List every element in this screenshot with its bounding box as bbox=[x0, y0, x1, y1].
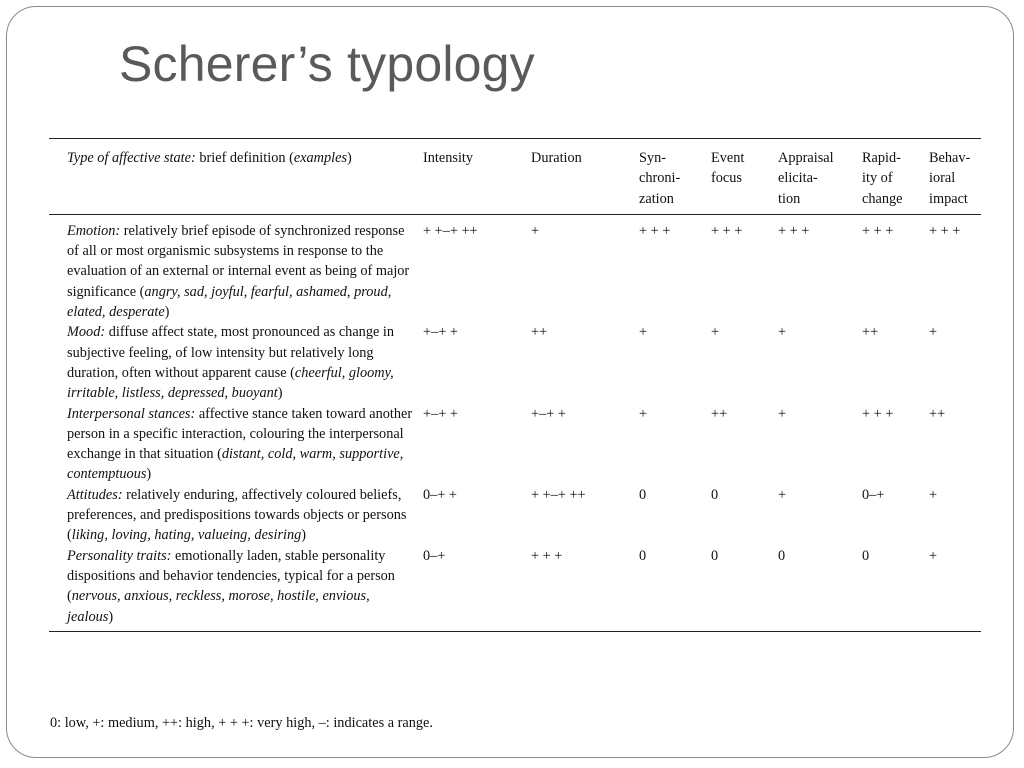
duration-cell: + + + bbox=[531, 547, 563, 564]
typology-table bbox=[49, 138, 981, 632]
header-event-focus: Event focus bbox=[711, 150, 745, 187]
table-footnote: 0: low, +: medium, ++: high, + + +: very high, –: indicates a range. bbox=[50, 715, 433, 731]
appraisal-elicitation-cell: + bbox=[778, 486, 787, 503]
behavioral-impact-cell: ++ bbox=[929, 405, 946, 422]
duration-cell: + bbox=[531, 222, 540, 239]
behavioral-impact-cell: + bbox=[929, 324, 938, 341]
behavioral-impact-cell: + bbox=[929, 547, 938, 564]
duration-cell: ++ bbox=[531, 324, 548, 341]
slide-frame bbox=[6, 6, 1014, 758]
rapidity-of-change-cell: + + + bbox=[862, 222, 894, 239]
table-row-interpersonal-stances bbox=[49, 404, 981, 485]
table-row-emotion bbox=[49, 214, 981, 322]
event-focus-cell: ++ bbox=[711, 405, 728, 422]
definition-cell: Personality traits: emotionally laden, stable personality dispositions and behavior tendencies, typical for a person (nervous, anxious, reckless, morose, hostile, envious, jealous) bbox=[67, 547, 395, 625]
header-type-of-affective-state: Type of affective state: brief definition (examples) bbox=[67, 150, 352, 166]
table-row-attitudes bbox=[49, 485, 981, 546]
behavioral-impact-cell: + bbox=[929, 486, 938, 503]
definition-cell: Attitudes: relatively enduring, affectively coloured beliefs, preferences, and predispositions towards objects or persons (liking, loving, hating, valueing, desiring) bbox=[67, 486, 407, 544]
appraisal-elicitation-cell: + bbox=[778, 324, 787, 341]
intensity-cell: +–+ + bbox=[423, 324, 458, 341]
slide-title: Scherer’s typology bbox=[119, 36, 535, 92]
intensity-cell: +–+ + bbox=[423, 405, 458, 422]
intensity-cell: + +–+ ++ bbox=[423, 222, 478, 239]
event-focus-cell: 0 bbox=[711, 547, 719, 564]
synchronization-cell: 0 bbox=[639, 486, 647, 503]
intensity-cell: 0–+ bbox=[423, 547, 446, 564]
synchronization-cell: + bbox=[639, 405, 648, 422]
header-behavioral-impact: Behav- ioral impact bbox=[929, 150, 971, 207]
header-appraisal-elicitation: Appraisal elicita- tion bbox=[778, 150, 834, 207]
definition-cell: Interpersonal stances: affective stance taken toward another person in a specific interaction, colouring the interpersonal exchange in that situation (distant, cold, warm, supportive, contemptuous) bbox=[67, 405, 413, 483]
table-row-mood bbox=[49, 322, 981, 403]
synchronization-cell: + bbox=[639, 324, 648, 341]
synchronization-cell: 0 bbox=[639, 547, 647, 564]
duration-cell: +–+ + bbox=[531, 405, 566, 422]
behavioral-impact-cell: + + + bbox=[929, 222, 961, 239]
header-rapidity-of-change: Rapid- ity of change bbox=[862, 150, 903, 207]
appraisal-elicitation-cell: + + + bbox=[778, 222, 810, 239]
table-row-personality-traits bbox=[49, 546, 981, 632]
header-duration: Duration bbox=[531, 150, 582, 166]
appraisal-elicitation-cell: + bbox=[778, 405, 787, 422]
typology-table-container bbox=[49, 138, 981, 632]
event-focus-cell: + bbox=[711, 324, 720, 341]
table-header-row bbox=[49, 139, 981, 215]
rapidity-of-change-cell: 0–+ bbox=[862, 486, 885, 503]
rapidity-of-change-cell: ++ bbox=[862, 324, 879, 341]
header-intensity: Intensity bbox=[423, 150, 474, 166]
synchronization-cell: + + + bbox=[639, 222, 671, 239]
event-focus-cell: + + + bbox=[711, 222, 743, 239]
event-focus-cell: 0 bbox=[711, 486, 719, 503]
intensity-cell: 0–+ + bbox=[423, 486, 457, 503]
rapidity-of-change-cell: + + + bbox=[862, 405, 894, 422]
definition-cell: Mood: diffuse affect state, most pronounced as change in subjective feeling, of low intensity but relatively long duration, often without apparent cause (cheerful, gloomy, irritable, listless, depressed, buoyant) bbox=[67, 324, 395, 402]
appraisal-elicitation-cell: 0 bbox=[778, 547, 786, 564]
rapidity-of-change-cell: 0 bbox=[862, 547, 870, 564]
duration-cell: + +–+ ++ bbox=[531, 486, 586, 503]
definition-cell: Emotion: relatively brief episode of synchronized response of all or most organismic subsystems in response to the evaluation of an external or internal event as being of major significance (angry, sad, joyful, fearful, ashamed, proud, elated, desperate) bbox=[67, 222, 410, 321]
header-synchronization: Syn- chroni- zation bbox=[639, 150, 681, 207]
